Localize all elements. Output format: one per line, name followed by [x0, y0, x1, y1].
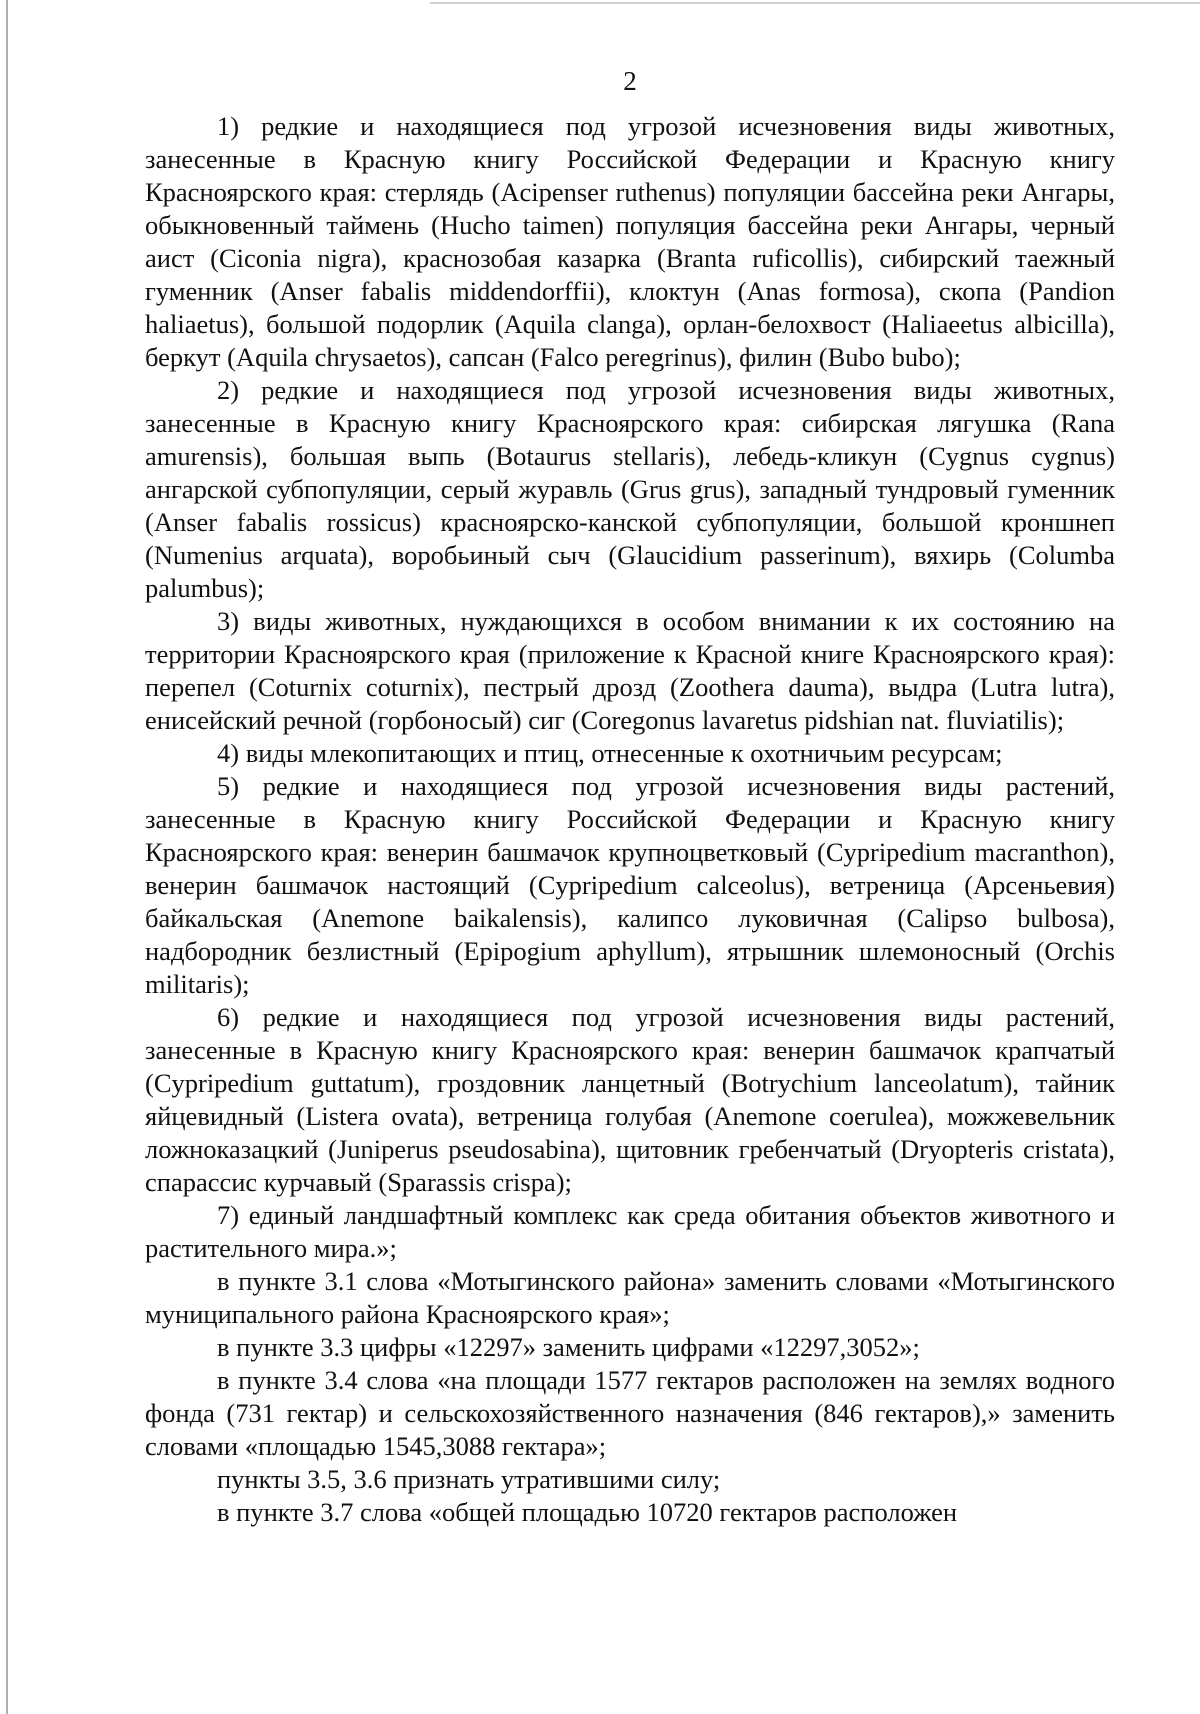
page-number: 2 [623, 66, 637, 96]
paragraph-amend-3-3: в пункте 3.3 цифры «12297» заменить цифрами «12297,3052»; [217, 1332, 920, 1362]
paragraph-item-6: 6) редкие и находящиеся под угрозой исчезновения виды растений, занесенные в Красную книгу Красноярского края: венерин башмачок крапчатый (Cypripedium guttatum), гроздовник ланцетный (Botrychium lanceolatum), тайник яйцевидный (Listera ovata), ветреница голубая (Anemone coerulea), можжевельник ложноказацкий (Juniperus pseudosabina), щитовник гребенчатый (Dryopteris cristata), спарассис курчавый (Sparassis crispa); [145, 1002, 1115, 1197]
paragraph-item-3: 3) виды животных, нуждающихся в особом внимании к их состоянию на территории Красноярского края (приложение к Красной книге Красноярского края): перепел (Coturnix coturnix), пестрый дрозд (Zoothera dauma), выдра (Lutra lutra), енисейский речной (горбоносый) сиг (Coregonus lavaretus pidshian nat. fluviatilis); [145, 606, 1115, 735]
document-body [145, 110, 1115, 1529]
scan-edge-top [430, 2, 1200, 4]
paragraph-item-4: 4) виды млекопитающих и птиц, отнесенные к охотничьим ресурсам; [217, 738, 1003, 768]
paragraph-amend-3-1: в пункте 3.1 слова «Мотыгинского района» заменить словами «Мотыгинского муниципального района Красноярского края»; [145, 1266, 1115, 1329]
paragraph-amend-3-7: в пункте 3.7 слова «общей площадью 10720 гектаров расположен [217, 1497, 958, 1527]
paragraph-amend-3-4: в пункте 3.4 слова «на площади 1577 гектаров расположен на землях водного фонда (731 гектар) и сельскохозяйственного назначения (846 гектаров),» заменить словами «площадью 1545,3088 гектара»; [145, 1365, 1115, 1461]
paragraph-item-2: 2) редкие и находящиеся под угрозой исчезновения виды животных, занесенные в Красную книгу Красноярского края: сибирская лягушка (Rana amurensis), большая выпь (Botaurus stellaris), лебедь-кликун (Cygnus cygnus) ангарской субпопуляции, серый журавль (Grus grus), западный тундровый гуменник (Anser fabalis rossicus) красноярско-канской субпопуляции, большой кроншнеп (Numenius arquata), воробьиный сыч (Glaucidium passerinum), вяхирь (Columba palumbus); [145, 375, 1115, 603]
paragraph-item-5: 5) редкие и находящиеся под угрозой исчезновения виды растений, занесенные в Красную книгу Российской Федерации и Красную книгу Красноярского края: венерин башмачок крупноцветковый (Cypripedium macranthon), венерин башмачок настоящий (Cypripedium calceolus), ветреница (Арсеньевия) байкальская (Anemone baikalensis), калипсо луковичная (Calipso bulbosa), надбородник безлистный (Epipogium aphyllum), ятрышник шлемоносный (Orchis militaris); [145, 771, 1115, 999]
paragraph-item-7: 7) единый ландшафтный комплекс как среда обитания объектов животного и растительного мира.»; [145, 1200, 1115, 1263]
paragraph-item-1: 1) редкие и находящиеся под угрозой исчезновения виды животных, занесенные в Красную книгу Российской Федерации и Красную книгу Красноярского края: стерлядь (Acipenser ruthenus) популяции бассейна реки Ангары, обыкновенный таймень (Hucho taimen) популяция бассейна реки Ангары, черный аист (Ciconia nigra), краснозобая казарка (Branta ruficollis), сибирский таежный гуменник (Anser fabalis middendorffii), клоктун (Anas formosa), скопа (Pandion haliaetus), большой подорлик (Aquila clanga), орлан-белохвост (Haliaeetus albicilla), беркут (Aquila chrysaetos), сапсан (Falco peregrinus), филин (Bubo bubo); [145, 111, 1115, 372]
scan-edge-left [6, 0, 8, 1714]
paragraph-amend-3-5-3-6: пункты 3.5, 3.6 признать утратившими силу; [217, 1464, 721, 1494]
